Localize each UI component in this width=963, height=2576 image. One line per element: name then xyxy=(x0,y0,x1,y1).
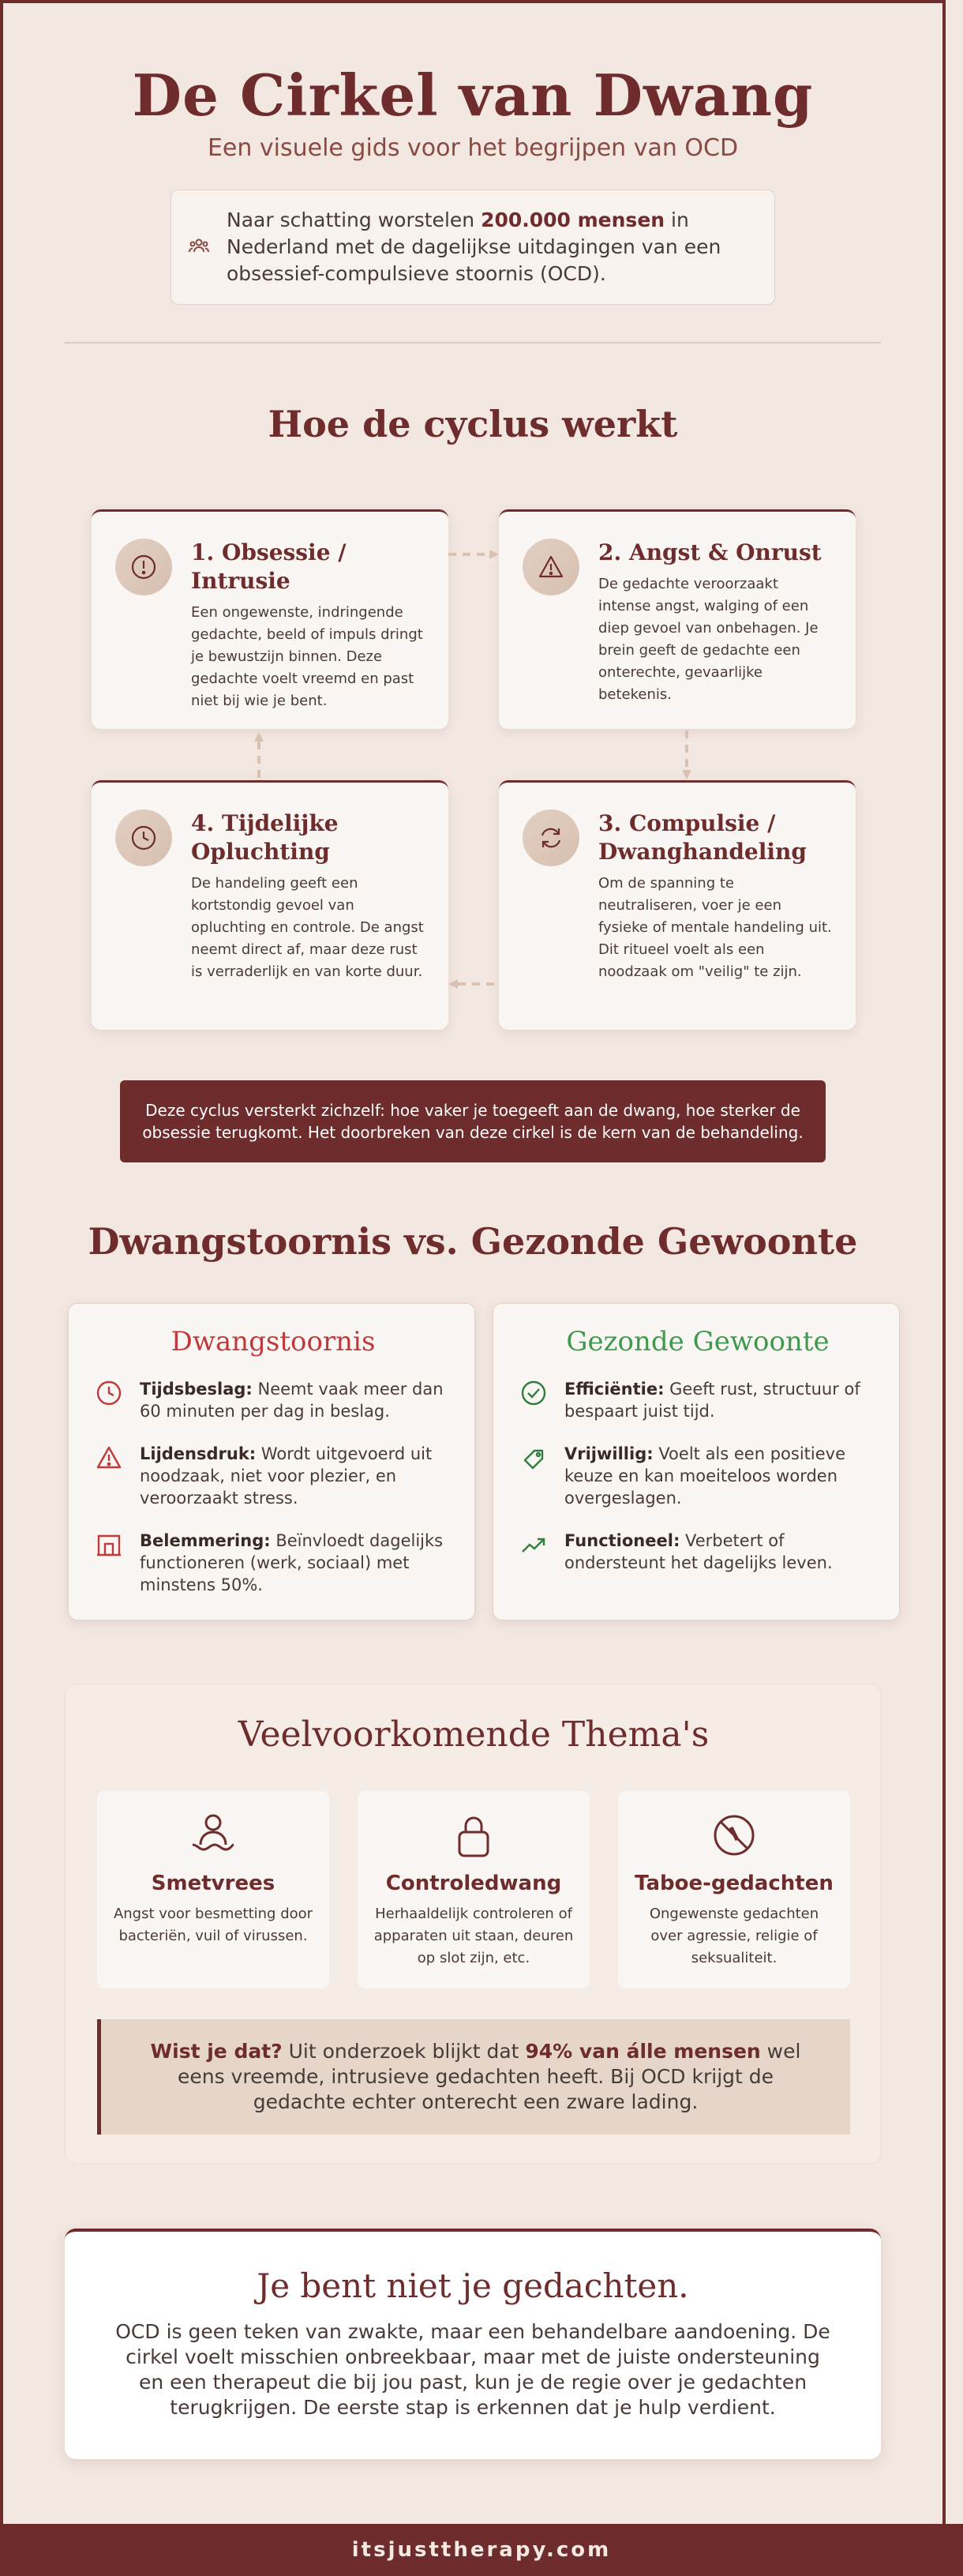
themes-heading: Veelvoorkomende Thema's xyxy=(238,1714,710,1755)
clock-icon xyxy=(115,809,172,866)
warning-triangle-icon xyxy=(523,539,579,595)
list-item: Belemmering: Beïnvloedt dagelijks functioneren (werk, sociaal) met minstens 50%. xyxy=(96,1530,451,1596)
list-item: Lijdensdruk: Wordt uitgevoerd uit noodzaak, niet voor plezier, en veroorzaakt stress. xyxy=(96,1443,451,1509)
ocd-title: Dwangstoornis xyxy=(170,1326,376,1357)
cycle-card-relief xyxy=(92,780,448,1030)
alert-circle-icon xyxy=(115,539,172,595)
ocd-column xyxy=(68,1303,475,1620)
arrow-up-icon xyxy=(251,730,267,781)
arrow-down-icon xyxy=(679,730,695,781)
comparison-heading: Dwangstoornis vs. Gezonde Gewoonte xyxy=(88,1220,858,1263)
theme-title: Controledwang xyxy=(385,1872,562,1895)
person-washing-icon xyxy=(97,1810,329,1861)
intro-text: Naar schatting worstelen 200.000 mensen in Nederland met de dagelijkse uitdagingen van een obsessief-compulsieve stoornis (OCD). xyxy=(227,208,721,285)
closing-text: OCD is geen teken van zwakte, maar een behandelbare aandoening. De cirkel voelt misschien onbreekbaar, maar met de juiste ondersteuning en een therapeut die bij jou past, kun je de regie over je gedachten terugkrijgen. De eerste stap is erkennen dat je hulp verdient. xyxy=(115,2320,830,2419)
page-subtitle: Een visuele gids voor het begrijpen van OCD xyxy=(207,134,739,162)
list-item: Efficiëntie: Geeft rust, structuur of bespaart juist tijd. xyxy=(520,1378,875,1422)
cycle-card-compulsion xyxy=(499,780,856,1030)
theme-card-smetvrees xyxy=(97,1791,329,1988)
card-title: 4. Tijdelijke Opluchting xyxy=(191,810,339,865)
theme-card-taboe xyxy=(618,1791,850,1988)
healthy-title: Gezonde Gewoonte xyxy=(566,1326,830,1357)
lock-icon xyxy=(358,1810,590,1861)
card-title: 3. Compulsie / Dwanghandeling xyxy=(598,810,807,865)
arrow-right-icon xyxy=(448,546,500,562)
theme-text: Herhaaldelijk controleren of apparaten uit staan, deuren op slot zijn, etc. xyxy=(373,1906,574,1966)
closing-card xyxy=(65,2229,881,2459)
intro-box xyxy=(170,190,775,305)
divider xyxy=(65,342,881,344)
intro-highlight: 200.000 mensen xyxy=(481,208,665,231)
building-icon xyxy=(96,1531,126,1596)
themes-panel xyxy=(65,1684,881,2164)
cycle-card-anxiety xyxy=(499,509,856,729)
trend-up-icon xyxy=(520,1531,550,1574)
arrow-left-icon xyxy=(447,976,499,992)
cycle-card-obsession xyxy=(92,509,448,729)
card-title: 2. Angst & Onrust xyxy=(598,539,822,565)
footer-site-link[interactable]: itsjusttherapy.com xyxy=(0,2524,963,2576)
fact-box xyxy=(97,2019,850,2135)
prohibited-icon xyxy=(618,1810,850,1861)
card-text: De handeling geeft een kortstondig gevoel van opluchting en controle. De angst neemt direct af, maar deze rust is verraderlijk en van korte duur. xyxy=(191,875,424,980)
theme-text: Ongewenste gedachten over agressie, religie of seksualiteit. xyxy=(649,1906,819,1966)
cycle-banner: Deze cyclus versterkt zichzelf: hoe vaker je toegeeft aan de dwang, hoe sterker de obsessie terugkomt. Het doorbreken van deze cirkel is de kern van de behandeling. xyxy=(120,1080,826,1162)
card-text: De gedachte veroorzaakt intense angst, walging of een diep gevoel van onbehagen. Je brein geeft de gedachte een onterechte, gevaarlijke betekenis. xyxy=(598,576,819,703)
theme-title: Smetvrees xyxy=(151,1872,275,1895)
theme-title: Taboe-gedachten xyxy=(635,1872,834,1895)
card-text: Een ongewenste, indringende gedachte, beeld of impuls dringt je bewustzijn binnen. Deze gedachte voelt vreemd en past niet bij wie je bent. xyxy=(191,604,423,709)
warning-icon xyxy=(96,1444,126,1509)
card-title: 1. Obsessie / Intrusie xyxy=(191,539,347,594)
list-item: Vrijwillig: Voelt als een positieve keuze en kan moeiteloos worden overgeslagen. xyxy=(520,1443,875,1509)
theme-text: Angst voor besmetting door bacteriën, vuil of virussen. xyxy=(113,1906,313,1944)
refresh-icon xyxy=(523,809,579,866)
page-title: De Cirkel van Dwang xyxy=(132,62,814,129)
people-icon xyxy=(189,237,209,257)
tag-icon xyxy=(520,1444,550,1509)
cycle-heading: Hoe de cyclus werkt xyxy=(268,403,678,445)
fact-text: Wist je dat? Uit onderzoek blijkt dat 94% van álle mensen wel eens vreemde, intrusieve gedachten heeft. Bij OCD krijgt de gedachte echter onterecht een zware lading. xyxy=(150,2040,801,2113)
check-circle-icon xyxy=(520,1380,550,1422)
list-item: Functioneel: Verbetert of ondersteunt het dagelijks leven. xyxy=(520,1530,875,1574)
closing-title: Je bent niet je gedachten. xyxy=(257,2266,689,2305)
clock-icon xyxy=(96,1380,126,1422)
theme-card-controledwang xyxy=(358,1791,590,1988)
healthy-column xyxy=(493,1303,900,1620)
card-text: Om de spanning te neutraliseren, voer je een fysieke of mentale handeling uit. Dit ritueel voelt als een noodzaak om "veilig" te zijn. xyxy=(598,875,832,980)
list-item: Tijdsbeslag: Neemt vaak meer dan 60 minuten per dag in beslag. xyxy=(96,1378,451,1422)
